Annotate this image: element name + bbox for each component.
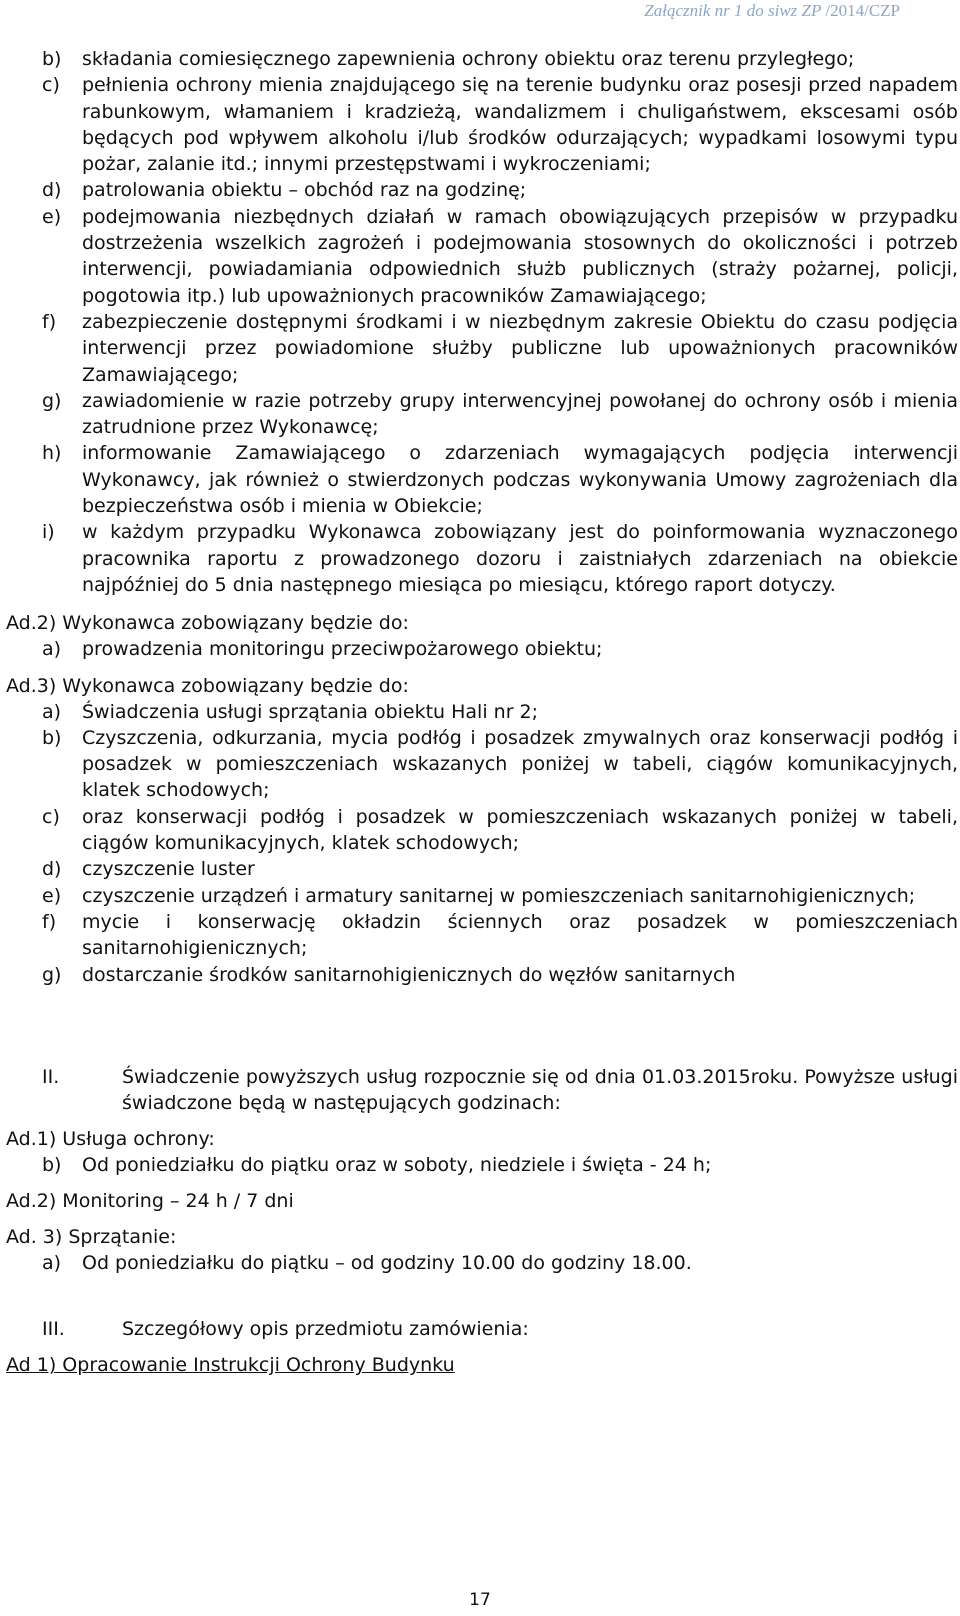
attachment-label: Załącznik nr 1 do siwz ZP xyxy=(644,1,822,20)
ad3-cleaning-heading: Ad. 3) Sprzątanie: xyxy=(6,1226,177,1249)
document-body xyxy=(6,46,958,1378)
security-duties-list xyxy=(6,46,958,598)
list-item: d) patrolowania obiektu – obchód raz na godzinę; xyxy=(42,179,527,202)
ad1-instruction-heading: Ad 1) Opracowanie Instrukcji Ochrony Budynku xyxy=(6,1354,455,1377)
reference-number: /2014/CZP xyxy=(825,1,900,20)
list-item: g) dostarczanie środków sanitarnohigienicznych do węzłów sanitarnych xyxy=(42,963,736,986)
list-item: c) pełnienia ochrony mienia znajdującego się na terenie budynku oraz posesji przed napadem rabunkowym, włamaniem i kradzieżą, wandalizmem i chuligaństwem, ekscesami osób będących pod wpływem alkoholu i/lub środków odurzających; wypadkami losowymi typu pożar, zalanie itd.; innymi przestępstwami i wykroczeniami; xyxy=(42,74,958,176)
page-number: 17 xyxy=(469,1590,491,1610)
list-item: g) zawiadomienie w razie potrzeby grupy interwencyjnej powołanej do ochrony osób i mienia zatrudnione przez Wykonawcę; xyxy=(42,389,958,439)
section-iii: III. Szczegółowy opis przedmiotu zamówienia: xyxy=(42,1318,529,1341)
section-ii: II. Świadczenie powyższych usług rozpocznie się od dnia 01.03.2015roku. Powyższe usługi świadczone będą w następujących godzinach: xyxy=(42,1065,958,1114)
ad2-heading: Ad.2) Wykonawca zobowiązany będzie do: xyxy=(6,612,409,635)
ad3-heading: Ad.3) Wykonawca zobowiązany będzie do: xyxy=(6,674,409,697)
list-item: a) prowadzenia monitoringu przeciwpożarowego obiektu; xyxy=(42,638,603,661)
list-item: h) informowanie Zamawiającego o zdarzeniach wymagających podjęcia interwencji Wykonawcy, jak również o stwierdzonych podczas wykonywania Umowy zagrożeniach dla bezpieczeństwa osób i mienia w Obiekcie; xyxy=(42,442,958,518)
page-header xyxy=(644,0,900,22)
list-item: f) zabezpieczenie dostępnymi środkami i w niezbędnym zakresie Obiektu do czasu podjęcia interwencji przez powiadomione służby publiczne lub upoważnionych pracowników Zamawiającego; xyxy=(42,310,958,386)
list-item: b) Czyszczenia, odkurzania, mycia podłóg i posadzek zmywalnych oraz konserwacji podłóg i posadzek w pomieszczeniach wskazanych poniżej w tabeli, ciągów komunikacyjnych, klatek schodowych; xyxy=(42,726,958,802)
list-item: e) czyszczenie urządzeń i armatury sanitarnej w pomieszczeniach sanitarnohigienicznych; xyxy=(42,884,916,907)
list-item: a) Świadczenia usługi sprzątania obiektu Hali nr 2; xyxy=(42,700,539,723)
ad2-monitoring-heading: Ad.2) Monitoring – 24 h / 7 dni xyxy=(6,1190,294,1213)
list-item: e) podejmowania niezbędnych działań w ramach obowiązujących przepisów w przypadku dostrzeżenia wszelkich zagrożeń i podejmowania stosownych do okoliczności i potrzeb interwencji, powiadamiania odpowiednich służb publicznych (straży pożarnej, policji, pogotowia itp.) lub upoważnionych pracowników Zamawiającego; xyxy=(42,205,958,307)
list-item: b) składania comiesięcznego zapewnienia ochrony obiektu oraz terenu przyległego; xyxy=(42,48,855,70)
list-item: d) czyszczenie luster xyxy=(42,858,255,881)
list-item: b) Od poniedziałku do piątku oraz w soboty, niedziele i święta - 24 h; xyxy=(42,1153,712,1176)
list-item: f) mycie i konserwację okładzin ściennych oraz posadzek w pomieszczeniach sanitarnohigienicznych; xyxy=(42,910,958,960)
list-item: a) Od poniedziałku do piątku – od godziny 10.00 do godziny 18.00. xyxy=(42,1252,692,1275)
list-item: i) w każdym przypadku Wykonawca zobowiązany jest do poinformowania wyznaczonego pracownika raportu z prowadzonego dozoru i zaistniałych zdarzeniach na obiekcie najpóźniej do 5 dnia następnego miesiąca po miesiącu, którego raport dotyczy. xyxy=(42,521,958,596)
list-item: c) oraz konserwacji podłóg i posadzek w pomieszczeniach wskazanych poniżej w tabeli, ciągów komunikacyjnych, klatek schodowych; xyxy=(42,805,958,855)
ad1-service-hours-heading: Ad.1) Usługa ochrony: xyxy=(6,1127,215,1150)
